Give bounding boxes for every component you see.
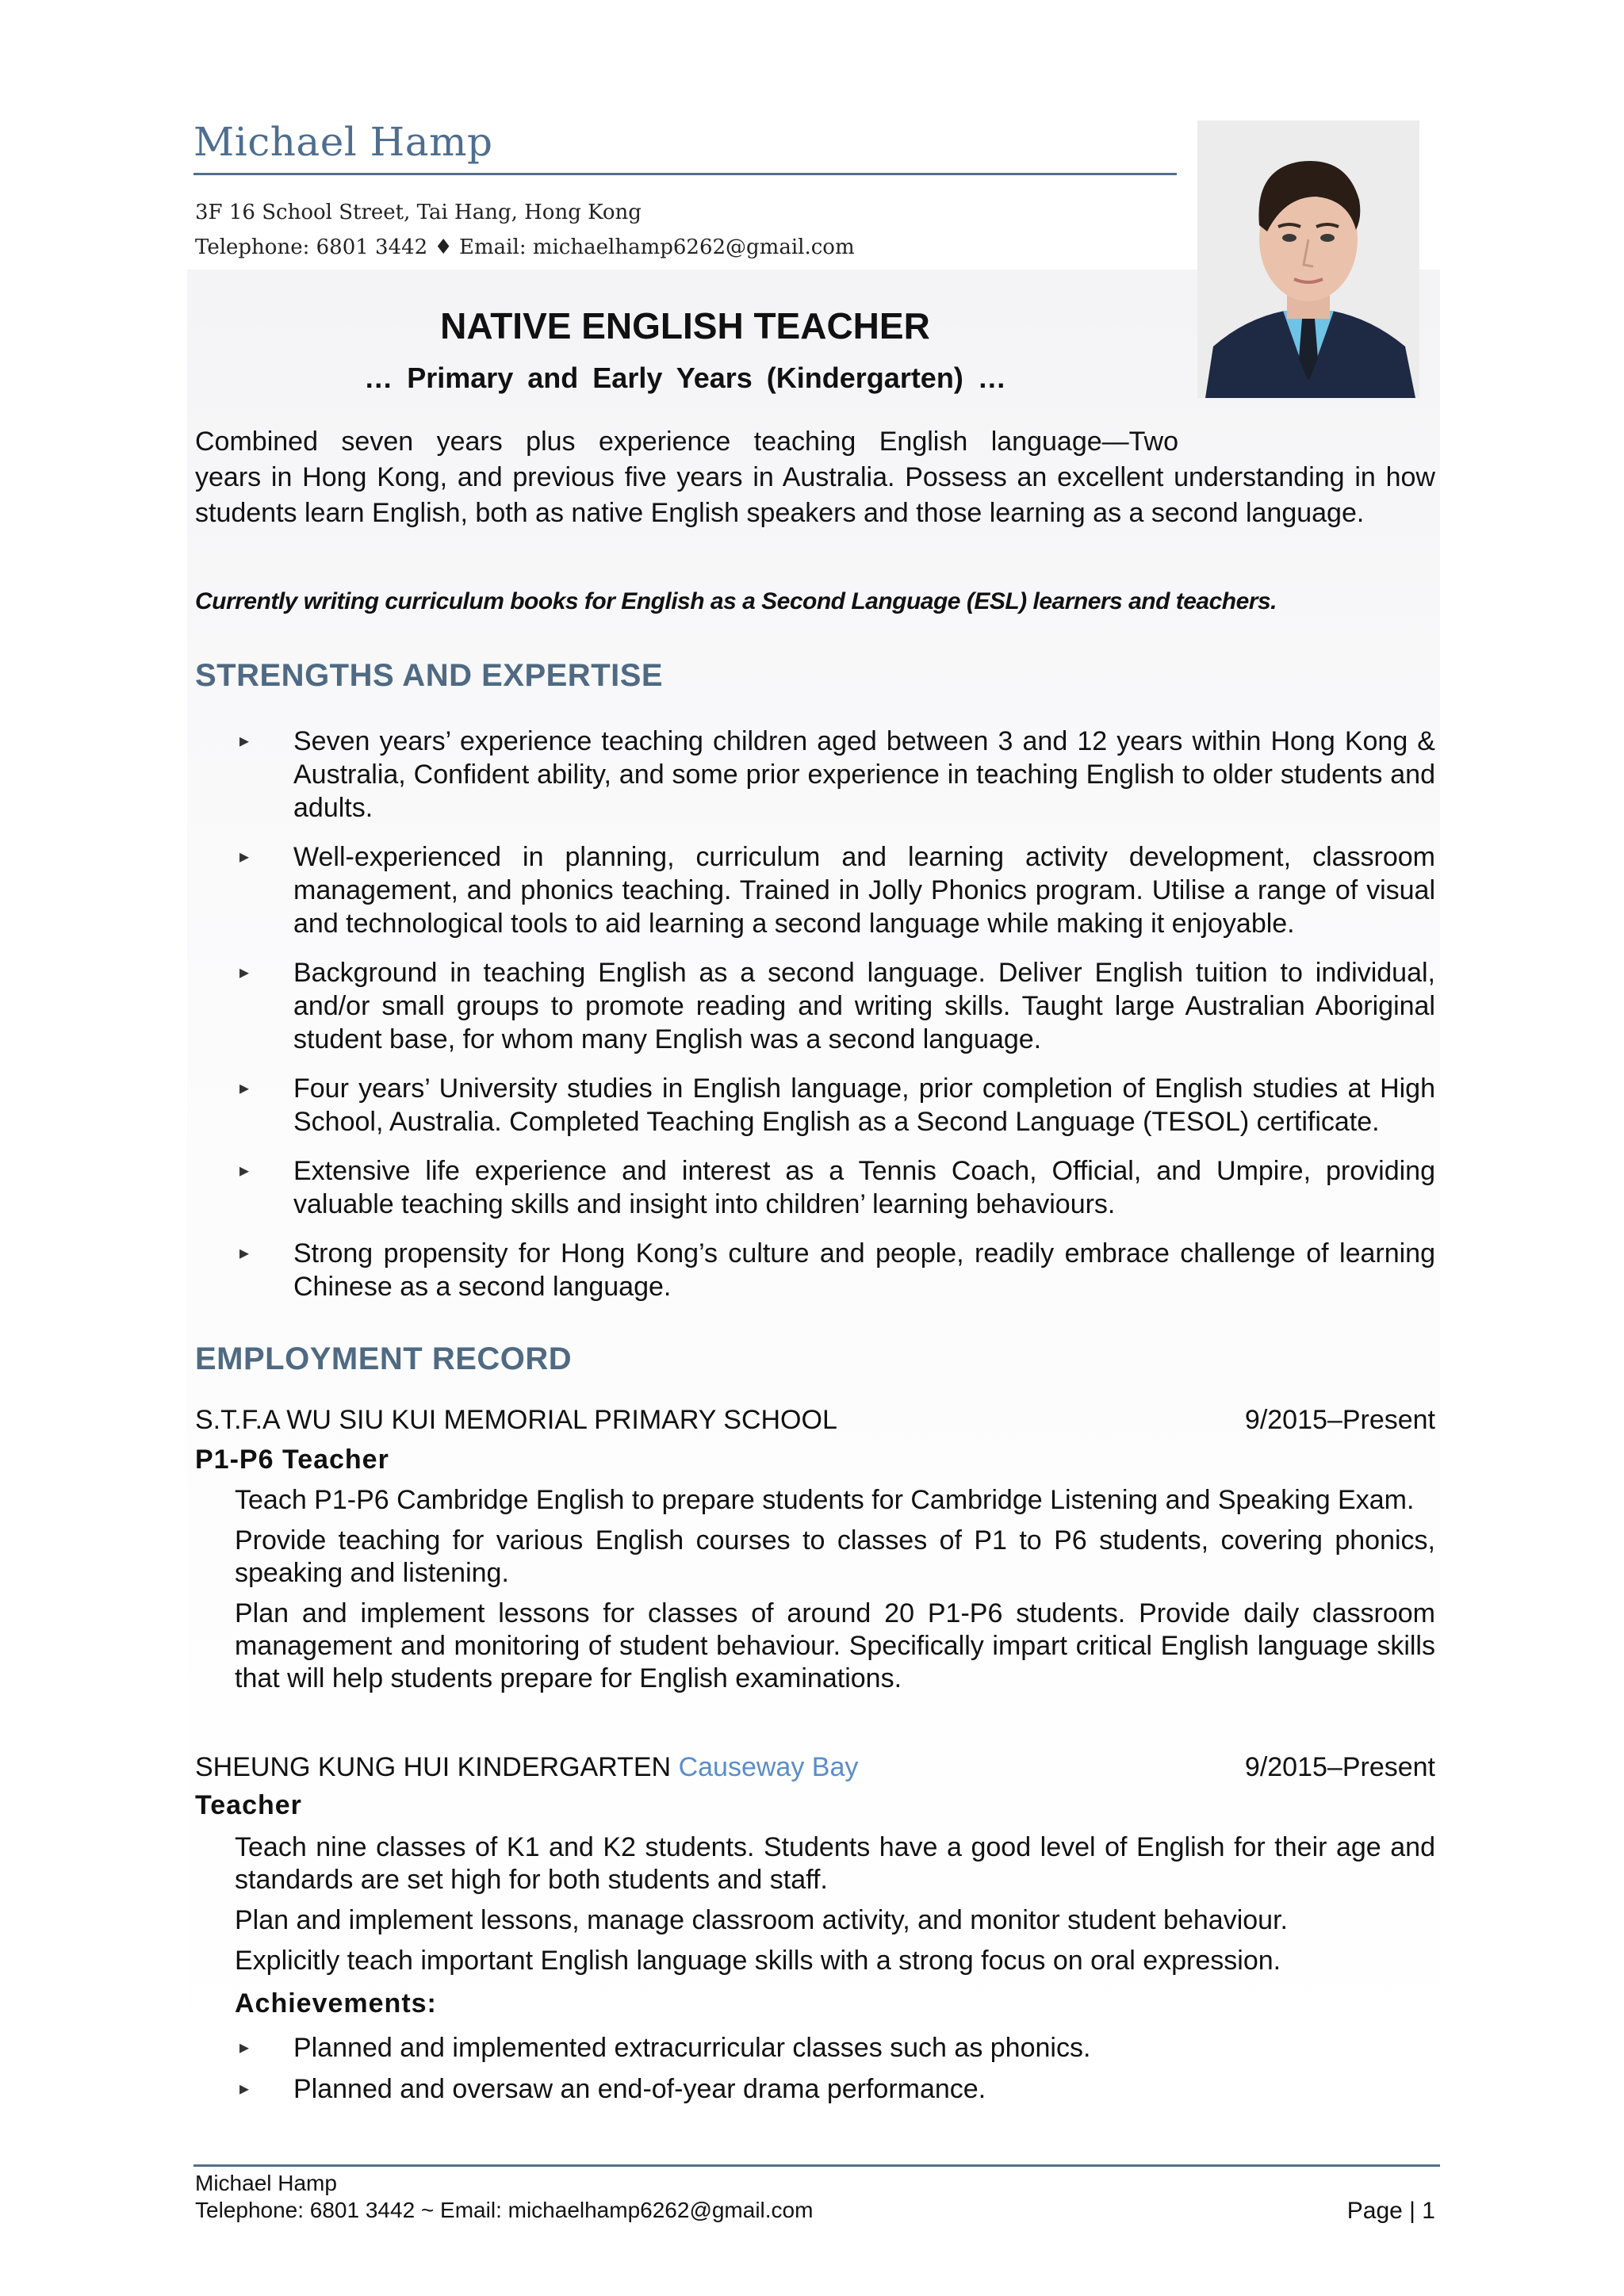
employer-name: S.T.F.A WU SIU KUI MEMORIAL PRIMARY SCHOOL bbox=[195, 1405, 837, 1435]
job-role: P1-P6 Teacher bbox=[195, 1445, 389, 1475]
footer-name: Michael Hamp bbox=[195, 2171, 337, 2195]
employer-location: Causeway Bay bbox=[678, 1752, 859, 1782]
page-number: Page | 1 bbox=[1346, 2198, 1435, 2224]
achievements-label: Achievements: bbox=[235, 1988, 437, 2019]
job-dates: 9/2015–Present bbox=[1244, 1752, 1435, 1782]
duty-item: Teach nine classes of K1 and K2 students. Students have a good level of English for their age and standards are set high for both students and staff. bbox=[235, 1832, 1435, 1895]
summary-first-line: Combined seven years plus experience teaching English language—Two bbox=[195, 427, 1178, 457]
job-header bbox=[195, 1752, 1435, 1783]
job-header bbox=[195, 1405, 1435, 1436]
contact-block bbox=[195, 195, 855, 265]
summary-text: years in Hong Kong, and previous five years in Australia. Possess an excellent understanding in how students learn English, both as native English speakers and those learning as a second language. bbox=[195, 462, 1435, 528]
header-divider bbox=[193, 173, 1177, 175]
duty-item: Plan and implement lessons for classes of around 20 P1-P6 students. Provide daily classroom management and monitoring of student behaviour. Specifically impart critical English language skills that will help students prepare for English examinations. bbox=[235, 1598, 1435, 1693]
profile-photo bbox=[1197, 121, 1419, 398]
achievements-list bbox=[195, 2031, 1435, 2106]
strength-item: ▸ Seven years’ experience teaching children aged between 3 and 12 years within Hong Kong & Australia, Confident ability, and some prior experience in teaching English to older students and adults. bbox=[239, 726, 1435, 823]
job-title: NATIVE ENGLISH TEACHER bbox=[440, 305, 930, 346]
triangle-bullet-icon: ▸ bbox=[239, 2078, 250, 2099]
current-work-note: Currently writing curriculum books for English as a Second Language (ESL) learners and teachers. bbox=[195, 588, 1277, 614]
strength-item: ▸ Extensive life experience and interest as a Tennis Coach, Official, and Umpire, providing valuable teaching skills and insight into children’ learning behaviours. bbox=[239, 1156, 1435, 1219]
profile-summary bbox=[195, 424, 1435, 531]
triangle-bullet-icon: ▸ bbox=[239, 846, 250, 867]
strength-item: ▸ Well-experienced in planning, curriculum and learning activity development, classroom management, and phonics teaching. Trained in Jolly Phonics program. Utilise a range of visual and technological tools to aid learning a second language while making it enjoyable. bbox=[239, 842, 1435, 939]
triangle-bullet-icon: ▸ bbox=[239, 962, 250, 983]
address-line: 3F 16 School Street, Tai Hang, Hong Kong bbox=[195, 201, 642, 224]
triangle-bullet-icon: ▸ bbox=[239, 730, 250, 752]
contact-line: Telephone: 6801 3442 ♦ Email: michaelhamp6262@gmail.com bbox=[195, 235, 855, 259]
job-dates: 9/2015–Present bbox=[1244, 1405, 1435, 1435]
triangle-bullet-icon: ▸ bbox=[239, 1242, 250, 1264]
employment-heading: EMPLOYMENT RECORD bbox=[195, 1341, 573, 1376]
achievement-item: ▸ Planned and implemented extracurricular classes such as phonics. bbox=[239, 2033, 1091, 2063]
job-duties bbox=[235, 1831, 1435, 1985]
achievement-item: ▸ Planned and oversaw an end-of-year drama performance. bbox=[239, 2074, 986, 2104]
portrait-illustration bbox=[1197, 121, 1419, 398]
footer-divider bbox=[193, 2164, 1440, 2167]
job-duties bbox=[235, 1484, 1435, 1703]
employer-name: SHEUNG KUNG HUI KINDERGARTEN bbox=[195, 1752, 672, 1782]
triangle-bullet-icon: ▸ bbox=[239, 1160, 250, 1181]
triangle-bullet-icon: ▸ bbox=[239, 2037, 250, 2058]
strength-item: ▸ Background in teaching English as a second language. Deliver English tuition to individual, and/or small groups to promote reading and writing skills. Taught large Australian Aboriginal student base, for whom many English was a second language. bbox=[239, 958, 1435, 1054]
candidate-name: Michael Hamp bbox=[193, 119, 493, 165]
strength-item: ▸ Strong propensity for Hong Kong’s culture and people, readily embrace challenge of learning Chinese as a second language. bbox=[239, 1238, 1435, 1302]
strengths-heading: STRENGTHS AND EXPERTISE bbox=[195, 658, 664, 693]
duty-item: Plan and implement lessons, manage classroom activity, and monitor student behaviour. bbox=[235, 1905, 1288, 1935]
duty-item: Teach P1-P6 Cambridge English to prepare students for Cambridge Listening and Speaking Exam. bbox=[235, 1485, 1415, 1515]
strength-item: ▸ Four years’ University studies in English language, prior completion of English studies at High School, Australia. Completed Teaching English as a Second Language (TESOL) certificate. bbox=[239, 1073, 1435, 1137]
job-subtitle: … Primary and Early Years (Kindergarten) … bbox=[364, 362, 1006, 394]
strengths-list bbox=[195, 725, 1435, 1303]
duty-item: Explicitly teach important English language skills with a strong focus on oral expression. bbox=[235, 1946, 1281, 1976]
triangle-bullet-icon: ▸ bbox=[239, 1077, 250, 1099]
job-role: Teacher bbox=[195, 1790, 302, 1820]
duty-item: Provide teaching for various English courses to classes of P1 to P6 students, covering phonics, speaking and listening. bbox=[235, 1525, 1435, 1588]
footer-contact: Telephone: 6801 3442 ~ Email: michaelhamp6262@gmail.com bbox=[195, 2198, 814, 2222]
